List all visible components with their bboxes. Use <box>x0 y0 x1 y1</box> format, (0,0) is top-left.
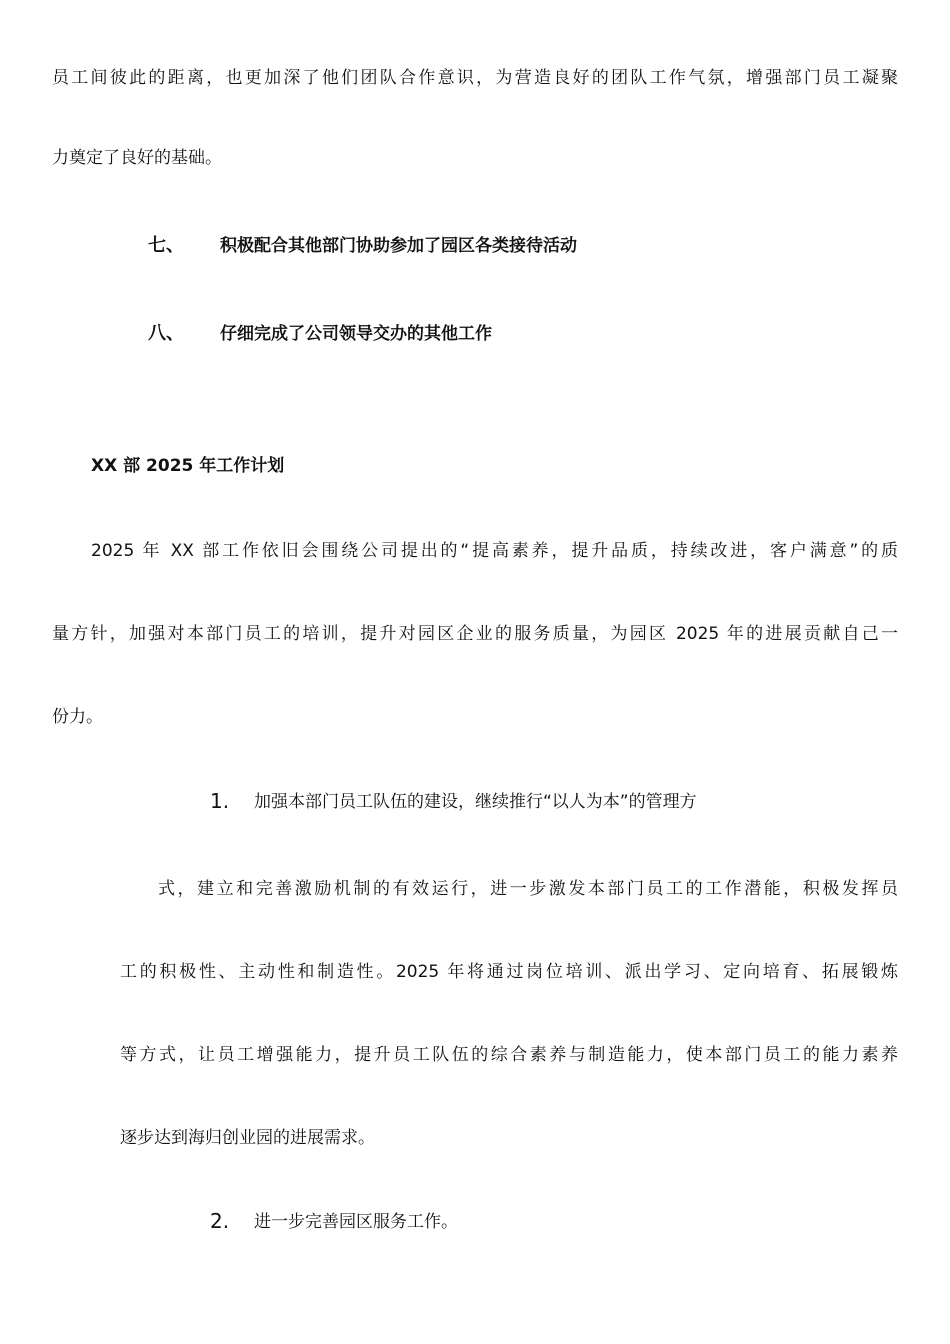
section-eight-title: 仔细完成了公司领导交办的其他工作 <box>220 324 492 344</box>
plan-title: XX 部 2025 年工作计划 <box>91 456 285 476</box>
item-one-line-1: 加强本部门员工队伍的建设，继续推行“以人为本”的管理方 <box>254 792 697 812</box>
section-seven-number: 七、 <box>148 235 184 256</box>
item-one-line-4: 等方式，让员工增强能力，提升员工队伍的综合素养与制造能力，使本部门员工的能力素养 <box>120 1045 898 1065</box>
item-one-number: 1. <box>210 789 230 813</box>
section-eight-number: 八、 <box>148 323 184 344</box>
paragraph-intro-line-2: 力奠定了良好的基础。 <box>52 148 222 168</box>
section-seven-title: 积极配合其他部门协助参加了园区各类接待活动 <box>220 236 577 256</box>
plan-intro-line-2: 量方针，加强对本部门员工的培训，提升对园区企业的服务质量，为园区 2025 年的进展贡献自己一 <box>52 624 898 644</box>
paragraph-intro-line-1: 员工间彼此的距离，也更加深了他们团队合作意识，为营造良好的团队工作气氛，增强部门员工凝聚 <box>52 68 898 88</box>
item-two-line-1: 进一步完善园区服务工作。 <box>254 1212 458 1232</box>
plan-intro-line-1: 2025 年 XX 部工作依旧会围绕公司提出的“提高素养，提升品质，持续改进，客户满意”的质 <box>91 541 898 561</box>
item-one-line-2: 式，建立和完善激励机制的有效运行，进一步激发本部门员工的工作潜能，积极发挥员 <box>158 879 898 899</box>
item-two-number: 2. <box>210 1209 230 1233</box>
item-one-line-3: 工的积极性、主动性和制造性。2025 年将通过岗位培训、派出学习、定向培育、拓展锻炼 <box>120 962 898 982</box>
item-one-line-5: 逐步达到海归创业园的进展需求。 <box>120 1128 375 1148</box>
plan-intro-line-3: 份力。 <box>52 707 103 727</box>
